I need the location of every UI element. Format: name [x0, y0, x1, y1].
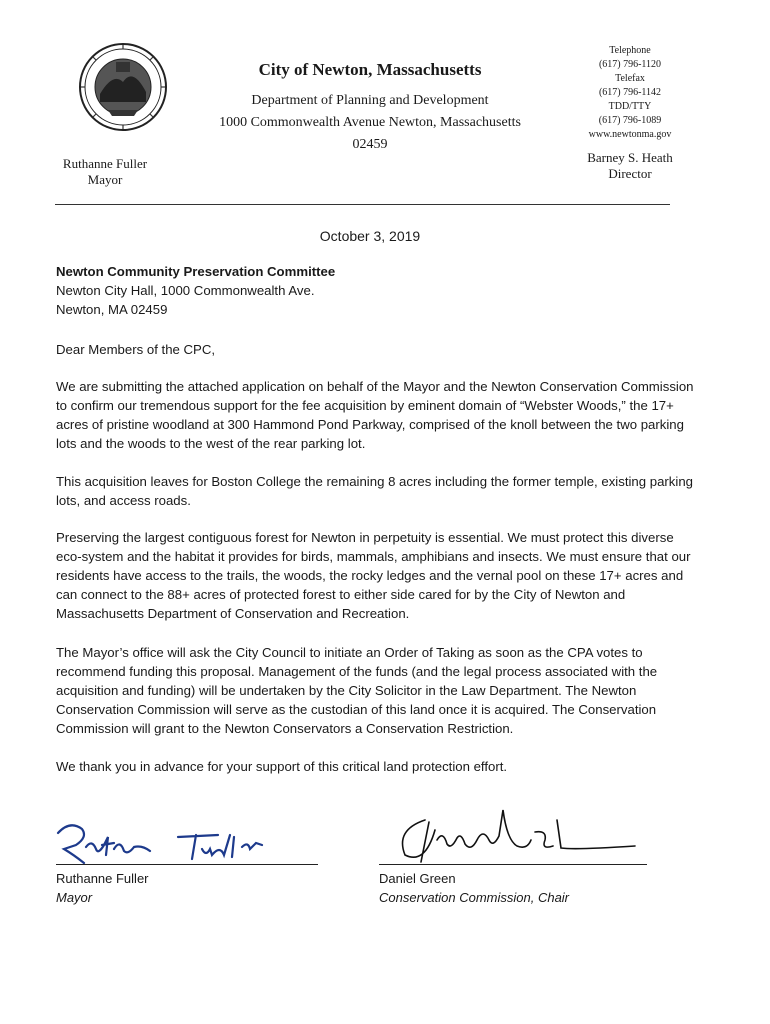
mayor-block	[50, 156, 160, 188]
contact-info	[560, 44, 700, 142]
telefax-label: Telefax	[615, 73, 645, 84]
addressee-name: Newton Community Preservation Committee	[56, 264, 336, 279]
signatory-title: Conservation Commission, Chair	[379, 890, 570, 905]
addressee-line1: Newton City Hall, 1000 Commonwealth Ave.	[56, 283, 315, 298]
paragraph: The Mayor’s office will ask the City Council to initiate an Order of Taking as soon as the CPA votes to recommend funding this proposal. Management of the funds (and the legal process associated with the acquisition and funding) will be undertaken by the City Solicitor in the Law Department. The Newton Conservation Commission will serve as the custodian of this land once it is acquired. The Conservation Commission will grant to the Newton Conservators a Conservation Restriction.	[56, 645, 658, 736]
header-divider	[55, 204, 670, 205]
signatory-block	[379, 869, 569, 907]
zip-code: 02459	[352, 137, 388, 152]
mayor-signature	[50, 815, 290, 870]
signature-line	[56, 864, 318, 865]
website-link[interactable]: www.newtonma.gov	[588, 129, 672, 140]
tdd-label: TDD/TTY	[608, 101, 652, 112]
letterhead-center	[190, 60, 550, 156]
paragraph: We are submitting the attached application on behalf of the Mayor and the Newton Conservation Commission to confirm our tremendous support for the fee acquisition by eminent domain of “Webster Woods,” the 17+ acres of pristine woodland at 300 Hammond Pond Parkway, comprised of the knoll between the two parking lots and the woods to the west of the rear parking lot.	[56, 379, 694, 451]
chair-signature	[385, 800, 655, 870]
tdd-number: (617) 796-1089	[598, 115, 662, 126]
addressee-block	[56, 262, 696, 319]
telephone-label: Telephone	[609, 45, 651, 56]
signatory-title: Mayor	[56, 890, 93, 905]
letter-date: October 3, 2019	[319, 228, 421, 244]
signature-line	[379, 864, 647, 865]
director-name: Barney S. Heath	[587, 150, 673, 165]
mayor-name: Ruthanne Fuller	[62, 156, 148, 171]
signatory-name: Daniel Green	[379, 871, 456, 886]
city-title: City of Newton, Massachusetts	[258, 60, 482, 79]
city-seal-logo	[78, 42, 168, 132]
department-name: Department of Planning and Development	[251, 93, 489, 108]
mayor-title: Mayor	[87, 172, 123, 187]
director-title: Director	[608, 166, 652, 181]
paragraph: Preserving the largest contiguous forest for Newton in perpetuity is essential. We must protect this diverse eco-system and the habitat it provides for birds, mammals, amphibians and insects. We must ensure that our residents have access to the trails, the woods, the rocky ledges and the vernal pool on these 17+ acres and can connect to the 88+ acres of protected forest to either side cared for by the City of Newton and Massachusetts Department of Conservation and Recreation.	[56, 530, 691, 621]
signatory-block	[56, 869, 149, 907]
addressee-line2: Newton, MA 02459	[56, 302, 168, 317]
paragraph: We thank you in advance for your support of this critical land protection effort.	[56, 759, 508, 774]
telefax-number: (617) 796-1142	[598, 87, 662, 98]
director-block	[560, 150, 700, 182]
telephone-number: (617) 796-1120	[598, 59, 662, 70]
paragraph: This acquisition leaves for Boston College the remaining 8 acres including the former temple, existing parking lots, and access roads.	[56, 474, 693, 508]
salutation: Dear Members of the CPC,	[56, 342, 216, 357]
address-line: 1000 Commonwealth Avenue Newton, Massachusetts	[219, 115, 521, 130]
signatory-name: Ruthanne Fuller	[56, 871, 149, 886]
